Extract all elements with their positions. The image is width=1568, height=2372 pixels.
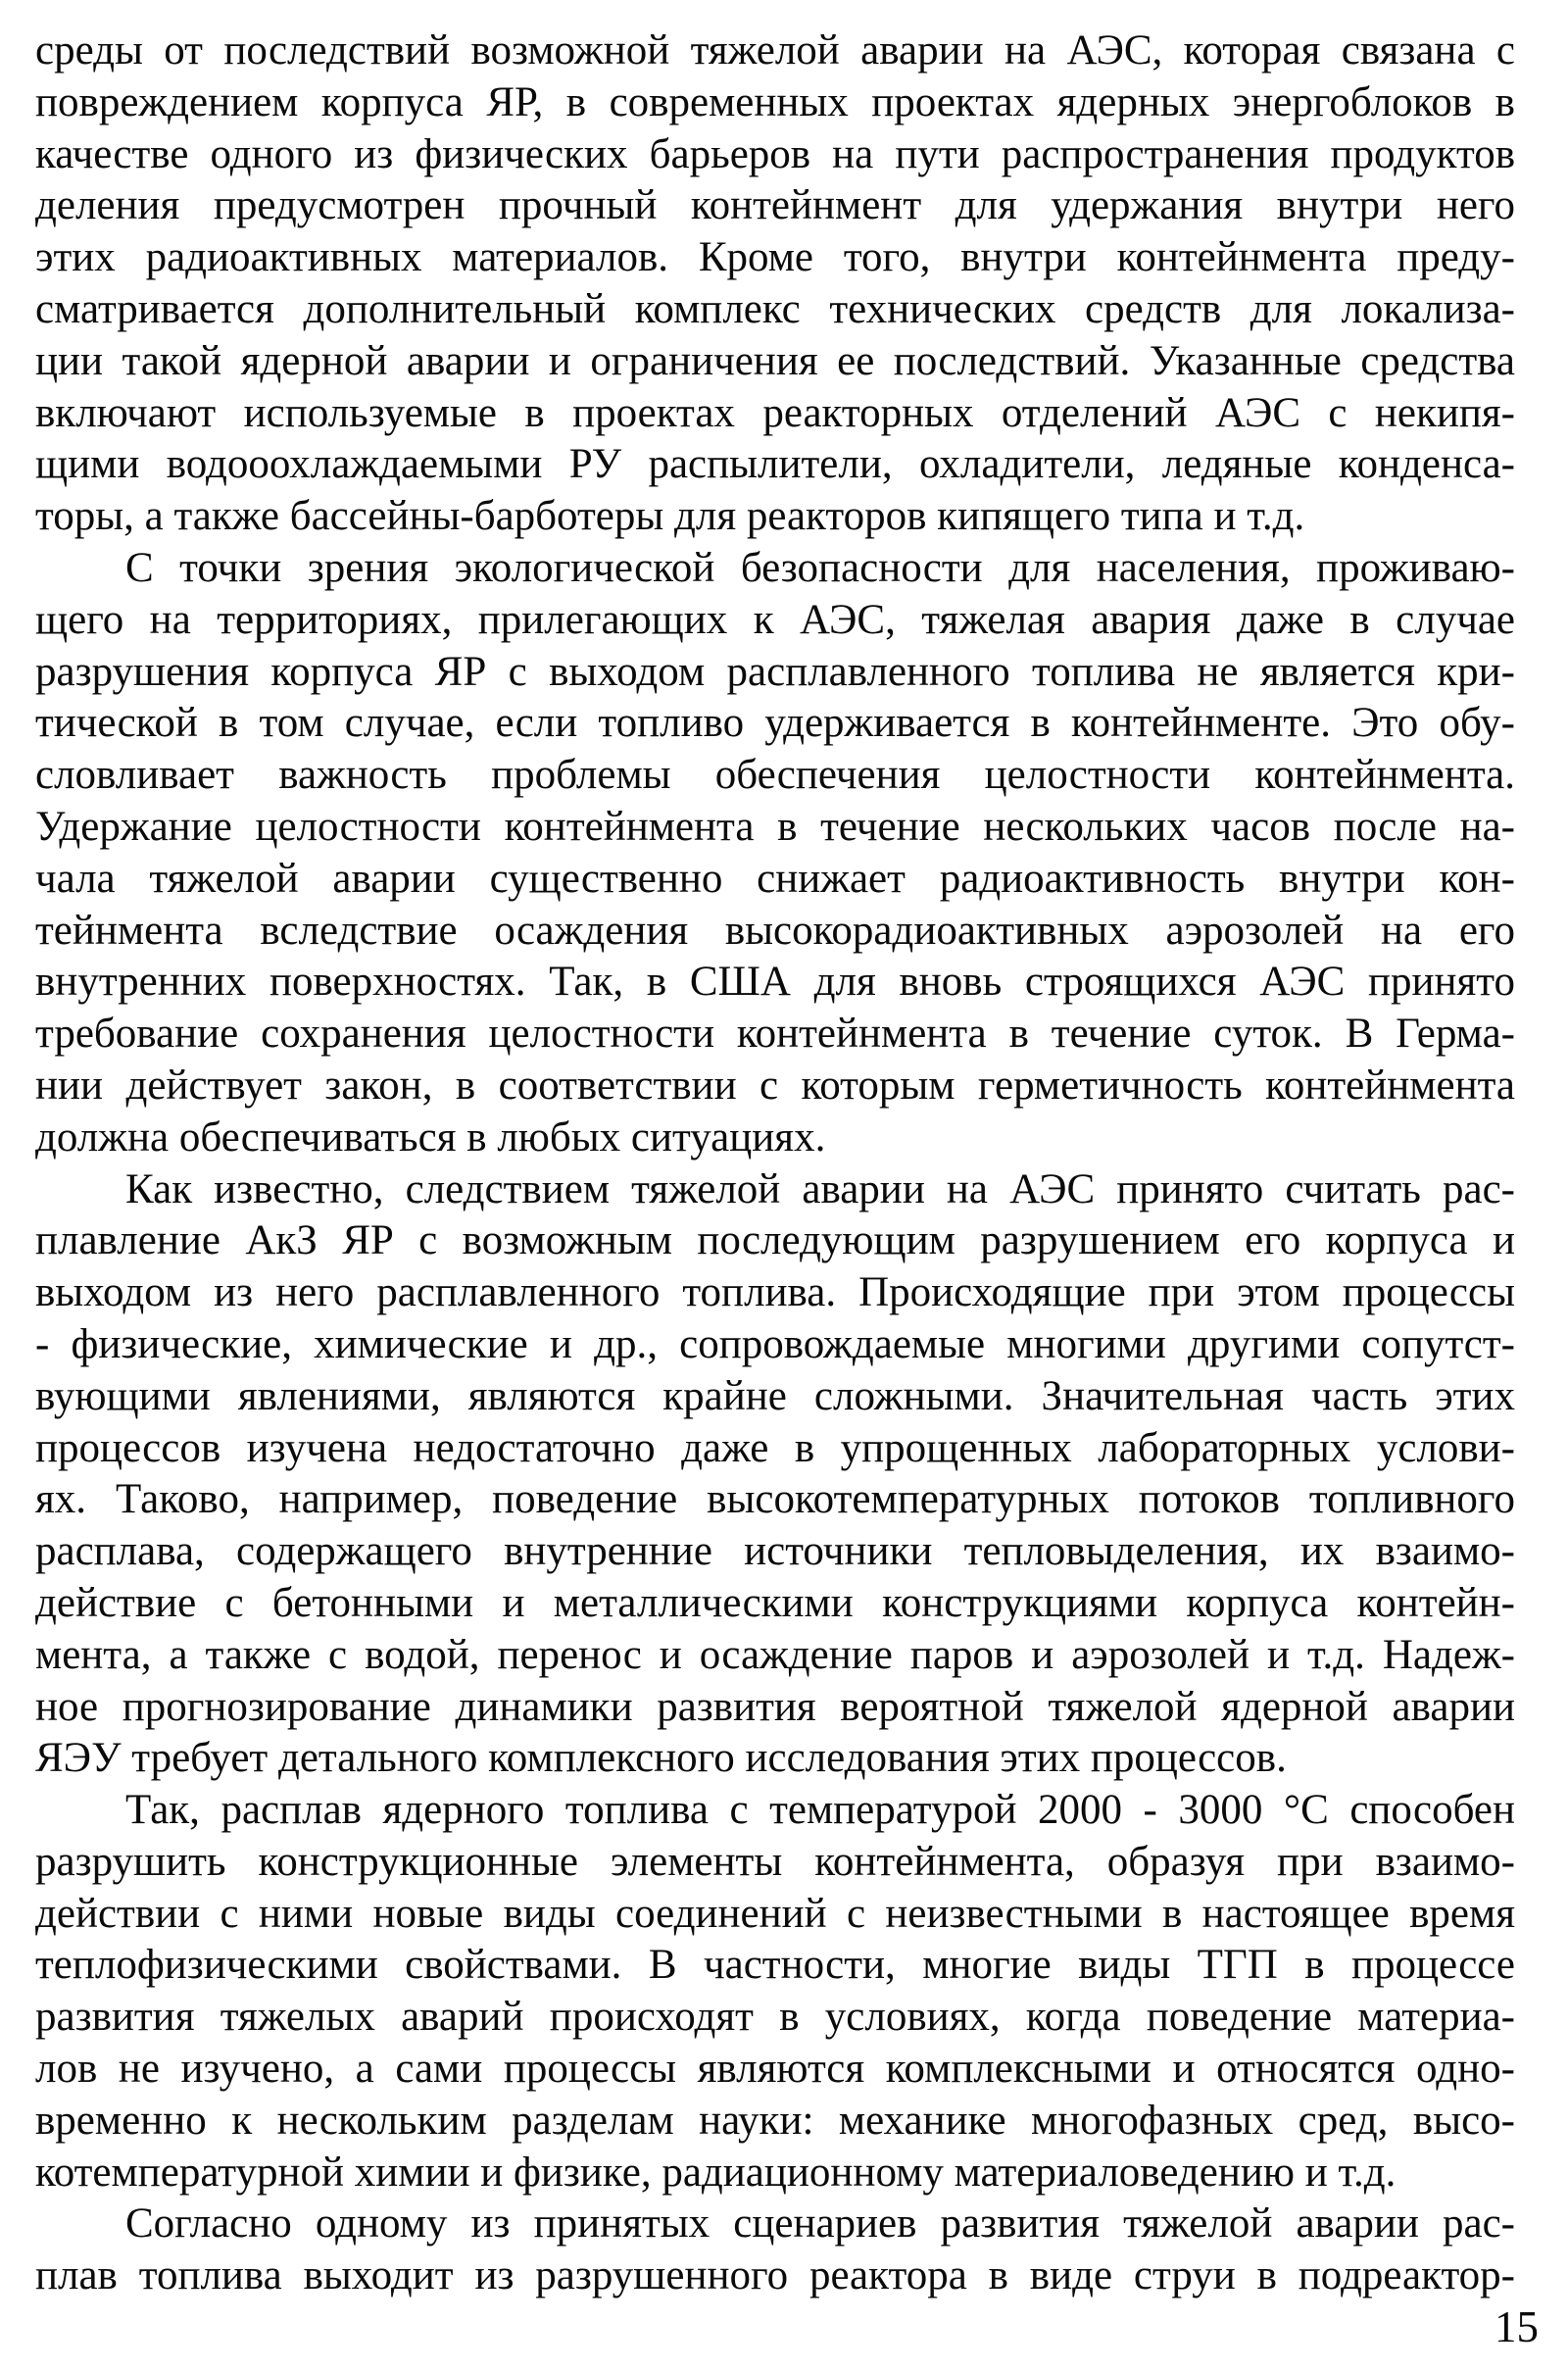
text-line: щими водооохлаждаемыми РУ распылители, охладители, ледяные конденса- (35, 441, 1515, 488)
text-line: временно к нескольким разделам науки: механике многофазных сред, высо- (35, 2097, 1515, 2144)
text-line: сматривается дополнительный комплекс технических средств для локализа- (35, 285, 1515, 332)
text-block (35, 25, 1515, 2302)
text-line: развития тяжелых аварий происходят в условиях, когда поведение материа- (35, 1994, 1515, 2041)
text-line: мента, а также с водой, перенос и осаждение паров и аэрозолей и т.д. Надеж- (35, 1631, 1515, 1678)
text-line: выходом из него расплавленного топлива. Происходящие при этом процессы (35, 1269, 1515, 1316)
text-line: плавление АкЗ ЯР с возможным последующим разрушением его корпуса и (35, 1217, 1515, 1264)
text-line: Так, расплав ядерного топлива с температурой 2000 - 3000 °С способен (125, 1787, 1515, 1834)
text-line: словливает важность проблемы обеспечения целостности контейнмента. (35, 752, 1515, 799)
text-line: нии действует закон, в соответствии с которым герметичность контейнмента (35, 1062, 1515, 1109)
text-line: разрушения корпуса ЯР с выходом расплавленного топлива не является кри- (35, 648, 1515, 695)
text-line: ЯЭУ требует детального комплексного исследования этих процессов. (35, 1735, 1287, 1782)
text-line: ях. Таково, например, поведение высокотемпературных потоков топливного (35, 1476, 1515, 1523)
text-line: Удержание целостности контейнмента в течение нескольких часов после на- (35, 803, 1515, 850)
text-line: теплофизическими свойствами. В частности, многие виды ТГП в процессе (35, 1942, 1515, 1989)
text-line: деления предусмотрен прочный контейнмент для удержания внутри него (35, 182, 1515, 229)
text-line: ции такой ядерной аварии и ограничения ее последствий. Указанные средства (35, 337, 1515, 384)
text-line: действие с бетонными и металлическими конструкциями корпуса контейн- (35, 1579, 1515, 1626)
text-line: тической в том случае, если топливо удерживается в контейнменте. Это обу- (35, 700, 1515, 747)
text-line: действии с ними новые виды соединений с неизвестными в настоящее время (35, 1890, 1515, 1937)
text-line: - физические, химические и др., сопровождаемые многими другими сопутст- (35, 1320, 1515, 1367)
text-line: требование сохранения целостности контейнмента в течение суток. В Герма- (35, 1011, 1515, 1058)
text-line: С точки зрения экологической безопасности для населения, проживаю- (125, 544, 1515, 591)
text-line: торы, а также бассейны-барботеры для реакторов кипящего типа и т.д. (35, 493, 1305, 540)
text-line: повреждением корпуса ЯР, в современных проектах ядерных энергоблоков в (35, 78, 1515, 125)
text-line: процессов изучена недостаточно даже в упрощенных лабораторных услови- (35, 1424, 1515, 1471)
text-line: вующими явлениями, являются крайне сложными. Значительная часть этих (35, 1372, 1515, 1419)
text-line: ное прогнозирование динамики развития вероятной тяжелой ядерной аварии (35, 1683, 1515, 1730)
text-line: плав топлива выходит из разрушенного реактора в виде струи в подреактор- (35, 2252, 1515, 2299)
text-line: должна обеспечиваться в любых ситуациях. (35, 1113, 826, 1161)
text-line: щего на территориях, прилегающих к АЭС, тяжелая авария даже в случае (35, 596, 1515, 643)
text-line: разрушить конструкционные элементы контейнмента, образуя при взаимо- (35, 1838, 1515, 1885)
text-line: Как известно, следствием тяжелой аварии на АЭС принято считать рас- (125, 1165, 1515, 1212)
text-line: качестве одного из физических барьеров на пути распространения продуктов (35, 130, 1515, 177)
text-line: этих радиоактивных материалов. Кроме того, внутри контейнмента преду- (35, 234, 1515, 281)
text-line: чала тяжелой аварии существенно снижает радиоактивность внутри кон- (35, 855, 1515, 902)
text-line: внутренних поверхностях. Так, в США для вновь строящихся АЭС принято (35, 959, 1515, 1006)
text-line: включают используемые в проектах реакторных отделений АЭС с некипя- (35, 389, 1515, 436)
page-number: 15 (1494, 2302, 1539, 2351)
text-line: лов не изучено, а сами процессы являются комплексными и относятся одно- (35, 2046, 1515, 2093)
text-line: среды от последствий возможной тяжелой аварии на АЭС, которая связана с (35, 27, 1515, 74)
text-line: расплава, содержащего внутренние источники тепловыделения, их взаимо- (35, 1528, 1515, 1575)
text-line: тейнмента вследствие осаждения высокорадиоактивных аэрозолей на его (35, 907, 1515, 954)
text-line: Согласно одному из принятых сценариев развития тяжелой аварии рас- (125, 2200, 1515, 2248)
text-line: котемпературной химии и физике, радиационному материаловедению и т.д. (35, 2149, 1396, 2196)
